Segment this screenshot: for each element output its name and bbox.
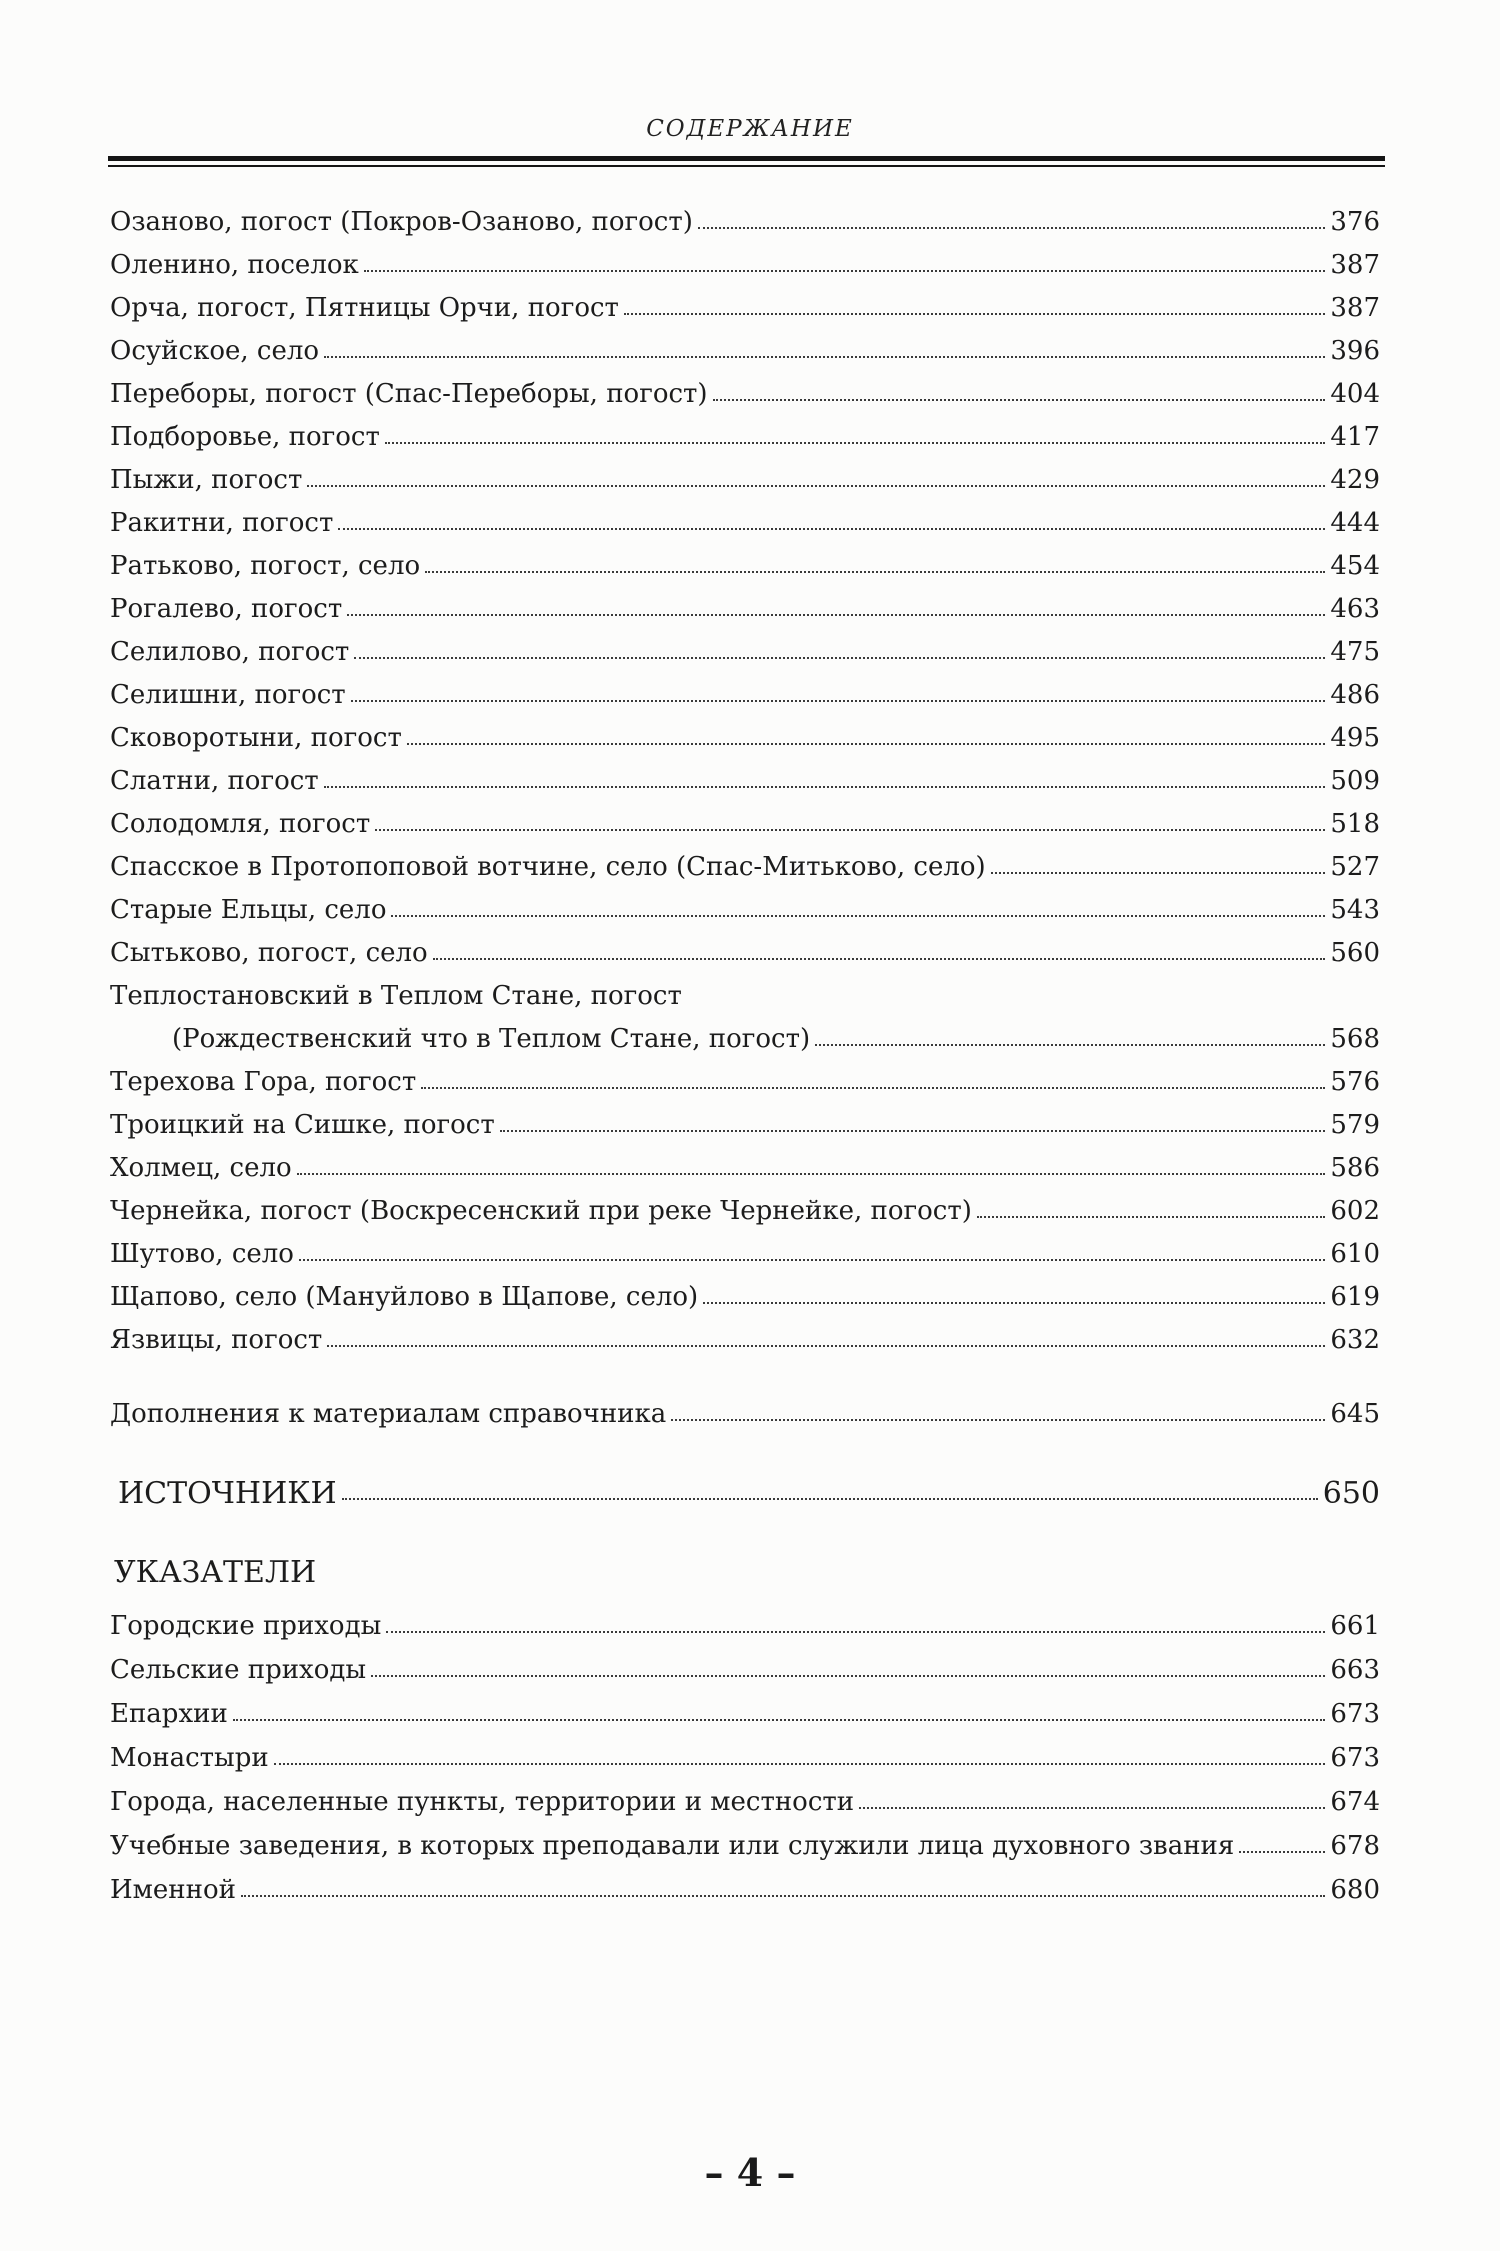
toc-entry[interactable] [110, 800, 1380, 840]
entry-title: Епархии [110, 1699, 228, 1729]
entry-title: Монастыри [110, 1743, 269, 1773]
entry-page: 586 [1330, 1153, 1380, 1183]
dot-leader [977, 1216, 1326, 1218]
entry-title: Солодомля, погост [110, 809, 371, 839]
entry-page: 387 [1330, 250, 1380, 280]
toc-entry[interactable] [110, 628, 1380, 668]
entry-page: 396 [1330, 336, 1380, 366]
entry-title: Ратьково, погост, село [110, 551, 421, 581]
toc-entry[interactable] [110, 714, 1380, 754]
toc-index-entry[interactable] [110, 1690, 1380, 1730]
toc-index-entry[interactable] [110, 1646, 1380, 1686]
dot-leader [624, 313, 1325, 315]
entry-page: 661 [1330, 1611, 1380, 1641]
dot-leader [421, 1087, 1325, 1089]
dot-leader [233, 1719, 1326, 1721]
entry-title: Оленино, поселок [110, 250, 359, 280]
entry-title: Спасское в Протопоповой вотчине, село (Спас-Митьково, село) [110, 852, 986, 882]
toc-index-entry[interactable] [110, 1866, 1380, 1906]
toc-entry[interactable] [110, 1273, 1380, 1313]
entry-page: 673 [1330, 1743, 1380, 1773]
header-rule-thick [108, 156, 1385, 161]
entry-title: Холмец, село [110, 1153, 292, 1183]
dot-leader [991, 872, 1326, 874]
entry-page: 632 [1330, 1325, 1380, 1355]
toc-entry[interactable] [110, 1316, 1380, 1356]
entry-page: 486 [1330, 680, 1380, 710]
entry-page: 680 [1330, 1875, 1380, 1905]
entry-title: Троицкий на Сишке, погост [110, 1110, 495, 1140]
entry-title: Озаново, погост (Покров-Озаново, погост) [110, 207, 693, 237]
toc-entry[interactable] [110, 757, 1380, 797]
entry-page: 429 [1330, 465, 1380, 495]
dot-leader [338, 528, 1325, 530]
entry-title: Города, населенные пункты, территории и местности [110, 1787, 855, 1817]
entry-page: 454 [1330, 551, 1380, 581]
page-number: – 4 – [704, 2150, 796, 2195]
toc-entry[interactable] [110, 542, 1380, 582]
dot-leader [859, 1807, 1325, 1809]
dot-leader [713, 399, 1326, 401]
toc-entry[interactable] [110, 284, 1380, 324]
entry-title: Чернейка, погост (Воскресенский при реке Чернейке, погост) [110, 1196, 972, 1226]
entry-page: 376 [1330, 207, 1380, 237]
entry-page: 678 [1330, 1831, 1380, 1861]
entry-page: 404 [1330, 379, 1380, 409]
toc-entry[interactable] [110, 1058, 1380, 1098]
entry-title: Селилово, погост [110, 637, 350, 667]
entry-title: Пыжи, погост [110, 465, 303, 495]
entry-title: Теплостановский в Теплом Стане, погост [110, 981, 682, 1011]
dot-leader [407, 743, 1326, 745]
dot-leader [1239, 1851, 1325, 1853]
entry-title: Слатни, погост [110, 766, 319, 796]
dot-leader [324, 786, 1326, 788]
toc-entry[interactable] [110, 1230, 1380, 1270]
dot-leader [425, 571, 1325, 573]
entry-page: 663 [1330, 1655, 1380, 1685]
entry-title: Язвицы, погост [110, 1325, 323, 1355]
toc-entry-line2[interactable] [172, 1015, 1380, 1055]
dot-leader [815, 1044, 1325, 1046]
entry-page: 444 [1330, 508, 1380, 538]
entry-title: Щапово, село (Мануйлово в Щапове, село) [110, 1282, 699, 1312]
toc-entry[interactable] [110, 929, 1380, 969]
toc-entry[interactable] [110, 585, 1380, 625]
entry-title: Селишни, погост [110, 680, 346, 710]
dot-leader [299, 1259, 1325, 1261]
entry-title: Терехова Гора, погост [110, 1067, 417, 1097]
section-title: ИСТОЧНИКИ [118, 1476, 337, 1511]
entry-title: Орча, погост, Пятницы Орчи, погост [110, 293, 619, 323]
dot-leader [351, 700, 1326, 702]
dot-leader [307, 485, 1325, 487]
entry-page: 579 [1330, 1110, 1380, 1140]
toc-entry[interactable] [110, 1187, 1380, 1227]
entry-page: 387 [1330, 293, 1380, 323]
dot-leader [391, 915, 1325, 917]
entry-title: Сельские приходы [110, 1655, 367, 1685]
header-rule-thin [108, 165, 1385, 167]
entry-title: Рогалево, погост [110, 594, 343, 624]
toc-index-entry[interactable] [110, 1822, 1380, 1862]
running-title: СОДЕРЖАНИЕ [646, 116, 854, 142]
dot-leader [386, 1631, 1325, 1633]
toc-entry[interactable] [110, 886, 1380, 926]
entry-page: 518 [1330, 809, 1380, 839]
toc-index-entry[interactable] [110, 1734, 1380, 1774]
entry-page: 610 [1330, 1239, 1380, 1269]
dot-leader [342, 1498, 1318, 1500]
toc-entry[interactable] [110, 1101, 1380, 1141]
toc-entry[interactable] [110, 499, 1380, 539]
toc-index-entry[interactable] [110, 1602, 1380, 1642]
toc-entry[interactable] [110, 198, 1380, 238]
toc-entry[interactable] [110, 671, 1380, 711]
entry-page: 576 [1330, 1067, 1380, 1097]
dot-leader [274, 1763, 1326, 1765]
entry-page: 602 [1330, 1196, 1380, 1226]
dot-leader [385, 442, 1326, 444]
entry-page: 619 [1330, 1282, 1380, 1312]
entry-title: Старые Ельцы, село [110, 895, 387, 925]
entry-title: Сковоротыни, погост [110, 723, 402, 753]
dot-leader [671, 1419, 1325, 1421]
toc-entry[interactable] [110, 843, 1380, 883]
toc-entry[interactable] [110, 370, 1380, 410]
entry-page: 527 [1330, 852, 1380, 882]
entry-title: (Рождественский что в Теплом Стане, погост) [172, 1024, 811, 1054]
entry-page: 495 [1330, 723, 1380, 753]
entry-title: Переборы, погост (Спас-Переборы, погост) [110, 379, 708, 409]
entry-page: 543 [1330, 895, 1380, 925]
dot-leader [500, 1130, 1326, 1132]
toc-entry[interactable] [110, 456, 1380, 496]
dot-leader [703, 1302, 1325, 1304]
dot-leader [371, 1675, 1325, 1677]
entry-title: Подборовье, погост [110, 422, 380, 452]
toc-entry[interactable] [110, 1144, 1380, 1184]
dot-leader [354, 657, 1325, 659]
entry-page: 417 [1330, 422, 1380, 452]
entry-page: 463 [1330, 594, 1380, 624]
section-heading-indexes: УКАЗАТЕЛИ [114, 1555, 317, 1590]
toc-entry[interactable] [110, 413, 1380, 453]
toc-index-entry[interactable] [110, 1778, 1380, 1818]
toc-entry-line1[interactable] [110, 972, 910, 1012]
dot-leader [324, 356, 1325, 358]
toc-section-sources[interactable] [118, 1470, 1380, 1510]
toc-entry[interactable] [110, 241, 1380, 281]
entry-page: 560 [1330, 938, 1380, 968]
entry-title: Ракитни, погост [110, 508, 334, 538]
entry-title: Учебные заведения, в которых преподавали или служили лица духовного звания [110, 1831, 1235, 1861]
dot-leader [297, 1173, 1326, 1175]
dot-leader [698, 227, 1326, 229]
entry-title: Осуйское, село [110, 336, 320, 366]
entry-title: Именной [110, 1875, 236, 1905]
dot-leader [375, 829, 1325, 831]
entry-page: 674 [1330, 1787, 1380, 1817]
entry-page: 568 [1330, 1024, 1380, 1054]
toc-entry-supplement[interactable] [110, 1390, 1380, 1430]
section-page: 650 [1322, 1476, 1380, 1511]
entry-title: Шутово, село [110, 1239, 294, 1269]
entry-title: Городские приходы [110, 1611, 382, 1641]
dot-leader [241, 1895, 1325, 1897]
entry-page: 475 [1330, 637, 1380, 667]
entry-page: 645 [1330, 1399, 1380, 1429]
entry-page: 509 [1330, 766, 1380, 796]
dot-leader [364, 270, 1326, 272]
entry-page: 673 [1330, 1699, 1380, 1729]
entry-title: Дополнения к материалам справочника [110, 1399, 667, 1429]
dot-leader [347, 614, 1325, 616]
dot-leader [433, 958, 1326, 960]
entry-title: Сытьково, погост, село [110, 938, 428, 968]
dot-leader [327, 1345, 1325, 1347]
toc-entry[interactable] [110, 327, 1380, 367]
